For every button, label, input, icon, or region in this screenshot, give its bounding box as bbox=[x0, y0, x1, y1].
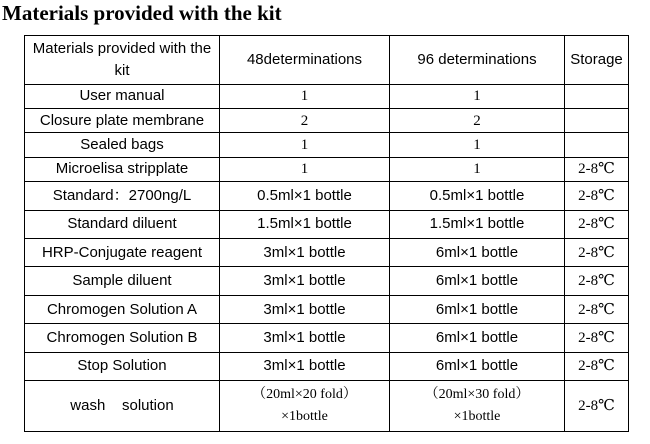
table-row bbox=[25, 381, 629, 432]
cell-48: 3ml×1 bottle bbox=[220, 295, 390, 323]
table-row bbox=[25, 352, 629, 380]
materials-table bbox=[24, 35, 629, 432]
cell-96: 6ml×1 bottle bbox=[390, 324, 565, 352]
cell-item: HRP-Conjugate reagent bbox=[25, 239, 220, 267]
page-title: Materials provided with the kit bbox=[2, 1, 282, 25]
cell-storage: 2-8℃ bbox=[565, 239, 629, 267]
cell-96: 6ml×1 bottle bbox=[390, 295, 565, 323]
header-item: Materials provided with the kit bbox=[25, 36, 220, 85]
cell-96: 6ml×1 bottle bbox=[390, 267, 565, 295]
cell-item: Standard：2700ng/L bbox=[25, 182, 220, 210]
cell-storage bbox=[565, 84, 629, 108]
cell-48: 1 bbox=[220, 157, 390, 181]
cell-96: 0.5ml×1 bottle bbox=[390, 182, 565, 210]
cell-item: Sample diluent bbox=[25, 267, 220, 295]
cell-storage: 2-8℃ bbox=[565, 157, 629, 181]
header-96-determinations: 96 determinations bbox=[390, 36, 565, 85]
cell-item: Stop Solution bbox=[25, 352, 220, 380]
header-storage: Storage bbox=[565, 36, 629, 85]
cell-storage: 2-8℃ bbox=[565, 182, 629, 210]
cell-96: 6ml×1 bottle bbox=[390, 239, 565, 267]
table-row bbox=[25, 157, 629, 181]
table-row bbox=[25, 133, 629, 157]
table-row bbox=[25, 267, 629, 295]
cell-48: 1 bbox=[220, 133, 390, 157]
cell-storage: 2-8℃ bbox=[565, 352, 629, 380]
cell-item: Closure plate membrane bbox=[25, 109, 220, 133]
cell-48: 2 bbox=[220, 109, 390, 133]
table-row bbox=[25, 324, 629, 352]
cell-48: 0.5ml×1 bottle bbox=[220, 182, 390, 210]
cell-storage: 2-8℃ bbox=[565, 295, 629, 323]
cell-storage: 2-8℃ bbox=[565, 324, 629, 352]
cell-96-line-2: ×1bottle bbox=[453, 409, 501, 425]
cell-96 bbox=[390, 381, 565, 432]
cell-48: 3ml×1 bottle bbox=[220, 324, 390, 352]
table-row bbox=[25, 295, 629, 323]
cell-item: Sealed bags bbox=[25, 133, 220, 157]
cell-storage: 2-8℃ bbox=[565, 210, 629, 238]
cell-48: 3ml×1 bottle bbox=[220, 352, 390, 380]
cell-item: Chromogen Solution A bbox=[25, 295, 220, 323]
cell-item: Microelisa stripplate bbox=[25, 157, 220, 181]
cell-96: 6ml×1 bottle bbox=[390, 352, 565, 380]
cell-item: Chromogen Solution B bbox=[25, 324, 220, 352]
cell-96: 1.5ml×1 bottle bbox=[390, 210, 565, 238]
cell-48 bbox=[220, 381, 390, 432]
cell-96: 1 bbox=[390, 157, 565, 181]
cell-96: 1 bbox=[390, 84, 565, 108]
header-48-determinations: 48determinations bbox=[220, 36, 390, 85]
cell-storage: 2-8℃ bbox=[565, 381, 629, 432]
cell-48: 1 bbox=[220, 84, 390, 108]
table-row bbox=[25, 239, 629, 267]
cell-storage bbox=[565, 133, 629, 157]
cell-96: 1 bbox=[390, 133, 565, 157]
cell-storage bbox=[565, 109, 629, 133]
cell-48-line-2: ×1bottle bbox=[281, 409, 328, 425]
cell-item: Standard diluent bbox=[25, 210, 220, 238]
cell-48: 3ml×1 bottle bbox=[220, 267, 390, 295]
table-row bbox=[25, 182, 629, 210]
table-row bbox=[25, 84, 629, 108]
cell-96: 2 bbox=[390, 109, 565, 133]
table-row bbox=[25, 109, 629, 133]
cell-storage: 2-8℃ bbox=[565, 267, 629, 295]
cell-48: 1.5ml×1 bottle bbox=[220, 210, 390, 238]
table-row bbox=[25, 210, 629, 238]
cell-48-line-1: （20ml×20 fold） bbox=[252, 387, 357, 403]
cell-item: wash solution bbox=[25, 381, 220, 432]
cell-item: User manual bbox=[25, 84, 220, 108]
cell-48: 3ml×1 bottle bbox=[220, 239, 390, 267]
table-header-row bbox=[25, 36, 629, 85]
cell-96-line-1: （20ml×30 fold） bbox=[424, 387, 530, 403]
